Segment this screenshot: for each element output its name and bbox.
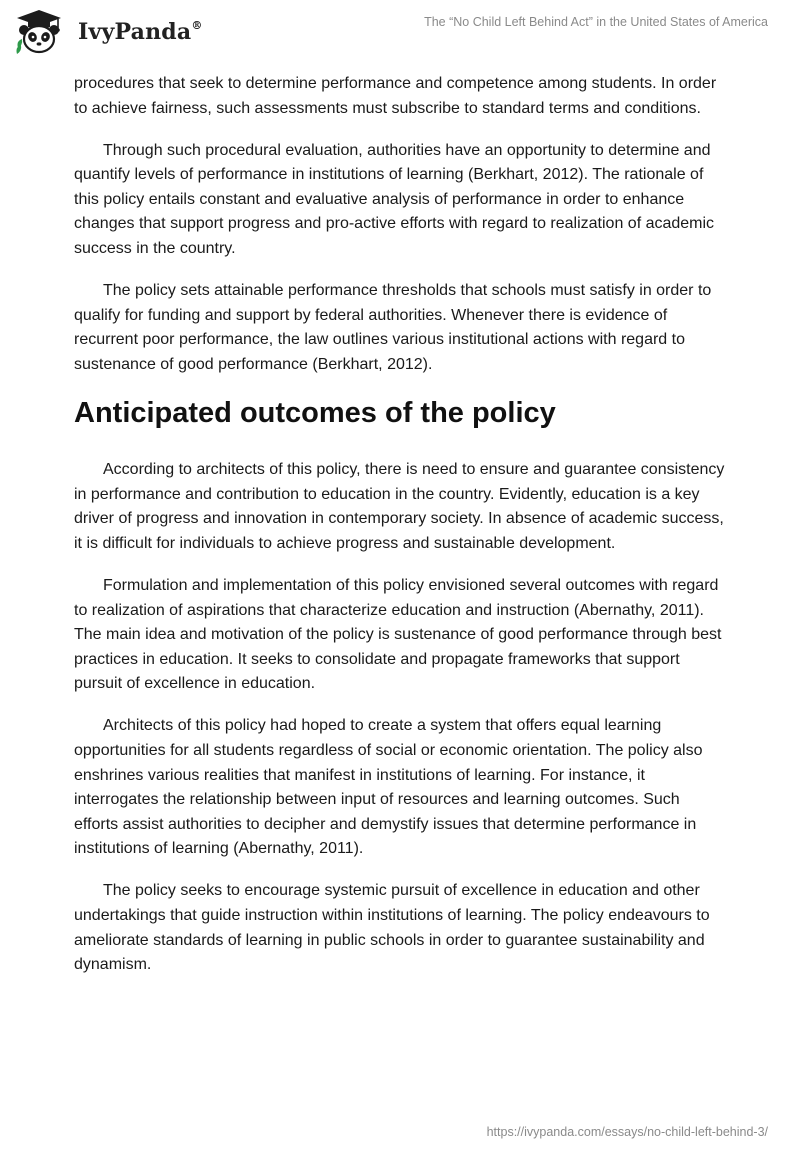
document-title: The “No Child Left Behind Act” in the United States of America — [424, 15, 768, 29]
paragraph: According to architects of this policy, there is need to ensure and guarantee consistency in performance and contribution to education in the country. Evidently, education is a key driver of progress and innovation in contemporary society. In absence of academic success, it is difficult for individuals to achieve progress and sustainable development. — [74, 461, 725, 552]
paragraph: The policy sets attainable performance thresholds that schools must satisfy in order to qualify for funding and support by federal authorities. Whenever there is evidence of recurrent poor performance, the law outlines various institutional actions with regard to sustenance of good performance (Berkhart, 2012). — [74, 282, 712, 373]
paragraph: Formulation and implementation of this policy envisioned several outcomes with regard to realization of aspirations that characterize education and instruction (Abernathy, 2011). The main idea and motivation of the policy is sustenance of good performance through best practices in education. It seeks to consolidate and propagate frameworks that support pursuit of excellence in education. — [74, 576, 722, 693]
footer-url[interactable]: https://ivypanda.com/essays/no-child-left-behind-3/ — [486, 1125, 768, 1139]
page-header — [0, 0, 800, 68]
brand-name: IvyPanda® — [78, 18, 203, 45]
section-heading: Anticipated outcomes of the policy — [74, 397, 556, 430]
paragraph: Architects of this policy had hoped to create a system that offers equal learning opportunities for all students regardless of social or economic orientation. The policy also enshrines various realities that manifest in institutions of learning. For instance, it interrogates the relationship between input of resources and learning outcomes. Such efforts assist authorities to decipher and demystify issues that determine performance in institutions of learning (Abernathy, 2011). — [74, 717, 703, 858]
paragraph: procedures that seek to determine performance and competence among students. In order to achieve fairness, such assessments must subscribe to standard terms and conditions. — [74, 75, 717, 117]
registered-mark: ® — [191, 18, 203, 32]
paragraph: Through such procedural evaluation, authorities have an opportunity to determine and quantify levels of performance in institutions of learning (Berkhart, 2012). The rationale of this policy entails constant and evaluative analysis of performance in order to enhance changes that support progress and pro-active efforts with regard to realization of academic success in the country. — [74, 141, 715, 258]
paragraph: The policy seeks to encourage systemic pursuit of excellence in education and other undertakings that guide instruction within institutions of learning. The policy endeavours to ameliorate standards of learning in public schools in order to guarantee sustainability and dynamism. — [74, 882, 710, 974]
brand-logo[interactable] — [14, 8, 274, 58]
essay-body — [74, 72, 726, 995]
